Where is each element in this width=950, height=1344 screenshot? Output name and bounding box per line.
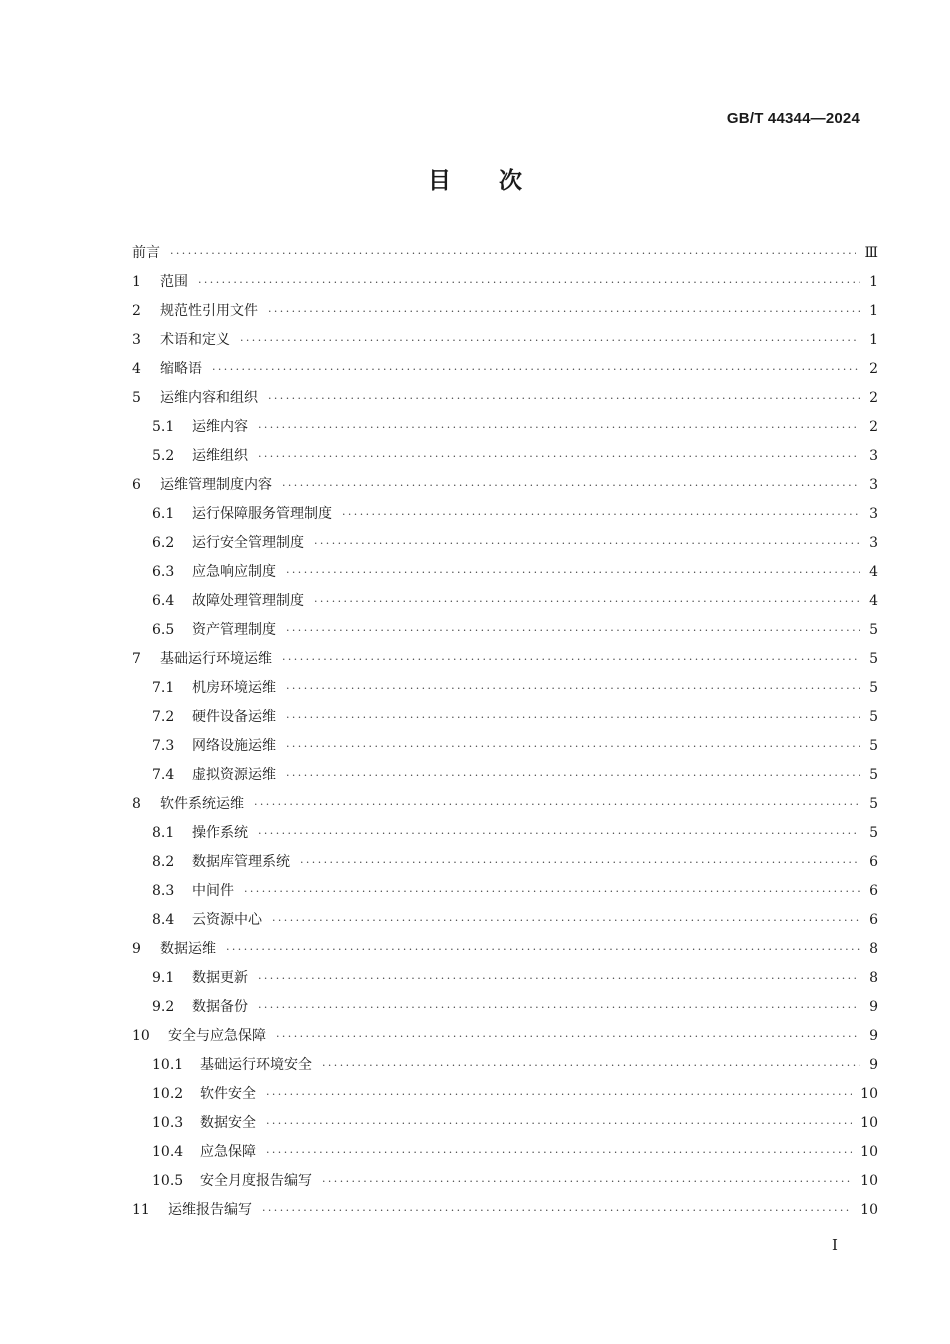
toc-entry[interactable] <box>132 587 878 616</box>
dot-leader <box>322 1051 860 1080</box>
toc-entry-number: 4 <box>132 361 141 377</box>
dot-leader <box>282 645 860 674</box>
toc-entry-number: 10.1 <box>152 1057 184 1073</box>
dot-leader <box>268 384 860 413</box>
toc-entry-label: 数据库管理系统 <box>192 854 290 870</box>
dot-leader <box>286 674 860 703</box>
toc-entry-number: 10 <box>132 1028 150 1044</box>
toc-entry-page: 6 <box>869 854 878 870</box>
toc-entry-page: 3 <box>869 448 878 464</box>
toc-entry-number: 9 <box>132 941 141 957</box>
toc-entry-number: 8.4 <box>152 912 175 928</box>
dot-leader <box>258 819 860 848</box>
toc-entry-label: 数据更新 <box>192 970 248 986</box>
toc-entry-label: 运维内容和组织 <box>160 390 258 406</box>
toc-entry-page: 5 <box>869 622 878 638</box>
toc-entry[interactable] <box>132 471 878 500</box>
toc-entry-label: 运行安全管理制度 <box>192 535 304 551</box>
toc-entry[interactable] <box>132 413 878 442</box>
toc-entry[interactable] <box>132 268 878 297</box>
toc-entry-label: 故障处理管理制度 <box>192 593 304 609</box>
toc-entry-label: 软件系统运维 <box>160 796 244 812</box>
toc-entry-page: 10 <box>860 1144 878 1160</box>
dot-leader <box>268 297 860 326</box>
dot-leader <box>258 442 860 471</box>
toc-entry[interactable] <box>132 1167 878 1196</box>
toc-entry[interactable] <box>132 442 878 471</box>
toc-entry-number: 8 <box>132 796 141 812</box>
toc-entry-label: 应急响应制度 <box>192 564 276 580</box>
toc-entry-page: Ⅲ <box>864 245 878 261</box>
toc-entry-number: 8.1 <box>152 825 175 841</box>
toc-entry-page: 5 <box>869 767 878 783</box>
toc-entry-label: 资产管理制度 <box>192 622 276 638</box>
dot-leader <box>240 326 860 355</box>
toc-entry-label: 运维组织 <box>192 448 248 464</box>
toc-entry-label: 应急保障 <box>200 1144 256 1160</box>
toc-entry-label: 数据备份 <box>192 999 248 1015</box>
toc-entry-page: 6 <box>869 883 878 899</box>
toc-entry-label: 规范性引用文件 <box>160 303 258 319</box>
dot-leader <box>286 616 860 645</box>
toc-entry-number: 8.3 <box>152 883 175 899</box>
toc-entry-number: 9.1 <box>152 970 175 986</box>
toc-entry[interactable] <box>132 790 878 819</box>
toc-entry-number: 5.1 <box>152 419 175 435</box>
toc-entry[interactable] <box>132 1109 878 1138</box>
toc-entry-page: 4 <box>869 593 878 609</box>
dot-leader <box>322 1167 852 1196</box>
toc-entry-label: 范围 <box>160 274 188 290</box>
page-number: I <box>832 1236 838 1254</box>
toc-entry-number: 9.2 <box>152 999 175 1015</box>
toc-entry-page: 1 <box>869 332 878 348</box>
toc-entry-label: 云资源中心 <box>192 912 262 928</box>
toc-entry-number: 3 <box>132 332 141 348</box>
toc-entry-page: 1 <box>869 274 878 290</box>
dot-leader <box>266 1080 852 1109</box>
toc-entry-number: 10.5 <box>152 1173 184 1189</box>
toc-entry[interactable] <box>132 326 878 355</box>
toc-entry-page: 3 <box>869 477 878 493</box>
toc-entry-number: 7 <box>132 651 141 667</box>
toc-entry-page: 2 <box>869 361 878 377</box>
toc-entry-page: 9 <box>869 999 878 1015</box>
toc-entry-label: 硬件设备运维 <box>192 709 276 725</box>
dot-leader <box>342 500 860 529</box>
toc-entry-number: 7.3 <box>152 738 175 754</box>
toc-entry-label: 术语和定义 <box>160 332 230 348</box>
toc-entry-page: 3 <box>869 506 878 522</box>
dot-leader <box>258 964 860 993</box>
toc-entry-page: 5 <box>869 825 878 841</box>
toc-entry[interactable] <box>132 355 878 384</box>
toc-entry-page: 9 <box>869 1028 878 1044</box>
toc-entry-label: 机房环境运维 <box>192 680 276 696</box>
toc-entry-page: 5 <box>869 738 878 754</box>
dot-leader <box>314 529 860 558</box>
toc-entry[interactable] <box>132 500 878 529</box>
toc-entry-number: 7.2 <box>152 709 175 725</box>
toc-entry[interactable] <box>132 877 878 906</box>
dot-leader <box>286 558 860 587</box>
toc-entry-page: 8 <box>869 970 878 986</box>
toc-entry-label: 基础运行环境安全 <box>200 1057 312 1073</box>
toc-entry[interactable] <box>132 848 878 877</box>
toc-entry-label: 安全与应急保障 <box>168 1028 266 1044</box>
toc-entry-number: 6.2 <box>152 535 175 551</box>
toc-entry[interactable] <box>132 558 878 587</box>
toc-entry-page: 10 <box>860 1086 878 1102</box>
toc-entry-number: 7.1 <box>152 680 175 696</box>
toc-entry-number: 10.2 <box>152 1086 184 1102</box>
dot-leader <box>286 732 860 761</box>
toc-entry-label: 虚拟资源运维 <box>192 767 276 783</box>
toc-entry[interactable] <box>132 935 878 964</box>
dot-leader <box>254 790 860 819</box>
toc-title: 目次 <box>428 168 570 194</box>
toc-entry-label: 网络设施运维 <box>192 738 276 754</box>
toc-entry-label: 运维内容 <box>192 419 248 435</box>
toc-entry[interactable] <box>132 1080 878 1109</box>
toc-entry-page: 10 <box>860 1202 878 1218</box>
dot-leader <box>276 1022 860 1051</box>
toc-entry-page: 5 <box>869 680 878 696</box>
dot-leader <box>198 268 860 297</box>
toc-entry-number: 6.5 <box>152 622 175 638</box>
toc-entry-label: 软件安全 <box>200 1086 256 1102</box>
toc-entry-page: 5 <box>869 796 878 812</box>
toc-entry[interactable] <box>132 297 878 326</box>
toc-entry-page: 3 <box>869 535 878 551</box>
dot-leader <box>212 355 860 384</box>
toc-entry[interactable] <box>132 703 878 732</box>
dot-leader <box>300 848 860 877</box>
dot-leader <box>282 471 860 500</box>
toc-entry-number: 10.4 <box>152 1144 184 1160</box>
toc-entry-number: 2 <box>132 303 141 319</box>
toc-entry-label: 缩略语 <box>160 361 202 377</box>
dot-leader <box>266 1109 852 1138</box>
dot-leader <box>272 906 860 935</box>
dot-leader <box>258 413 860 442</box>
toc-entry-page: 9 <box>869 1057 878 1073</box>
toc-entry[interactable] <box>132 674 878 703</box>
toc-entry[interactable] <box>132 993 878 1022</box>
toc-entry-label: 运维报告编写 <box>168 1202 252 1218</box>
toc-entry-number: 10.3 <box>152 1115 184 1131</box>
toc-entry[interactable] <box>132 906 878 935</box>
toc-entry-page: 2 <box>869 419 878 435</box>
toc-entry-page: 4 <box>869 564 878 580</box>
toc-entry[interactable] <box>132 1138 878 1167</box>
toc-entry[interactable] <box>132 645 878 674</box>
toc-entry[interactable] <box>132 529 878 558</box>
dot-leader <box>286 761 860 790</box>
toc-entry-page: 6 <box>869 912 878 928</box>
toc-entry-number: 6.3 <box>152 564 175 580</box>
toc-entry-label: 运行保障服务管理制度 <box>192 506 332 522</box>
toc-entry-number: 7.4 <box>152 767 175 783</box>
toc-entry-label: 中间件 <box>192 883 234 899</box>
toc-entry[interactable] <box>132 1196 878 1225</box>
toc-entry-number: 6.1 <box>152 506 175 522</box>
toc-entry-page: 8 <box>869 941 878 957</box>
toc-entry-page: 10 <box>860 1173 878 1189</box>
toc-entry-number: 5 <box>132 390 141 406</box>
toc-entry[interactable] <box>132 964 878 993</box>
standard-number: GB/T 44344—2024 <box>726 110 860 127</box>
dot-leader <box>286 703 860 732</box>
toc-entry-label: 前言 <box>132 245 160 261</box>
toc-entry-page: 5 <box>869 651 878 667</box>
toc-entry[interactable] <box>132 761 878 790</box>
toc-entry-number: 6.4 <box>152 593 175 609</box>
toc-entry[interactable] <box>132 819 878 848</box>
dot-leader <box>258 993 860 1022</box>
toc-entry[interactable] <box>132 239 878 268</box>
toc-entry-label: 数据运维 <box>160 941 216 957</box>
toc-entry-page: 1 <box>869 303 878 319</box>
toc-entry[interactable] <box>132 616 878 645</box>
toc-entry[interactable] <box>132 1051 878 1080</box>
toc-entry-label: 基础运行环境运维 <box>160 651 272 667</box>
dot-leader <box>266 1138 852 1167</box>
dot-leader <box>170 239 856 268</box>
toc-entry[interactable] <box>132 732 878 761</box>
toc-entry-number: 1 <box>132 274 141 290</box>
toc-entry-label: 操作系统 <box>192 825 248 841</box>
table-of-contents <box>132 239 878 1225</box>
toc-entry-label: 安全月度报告编写 <box>200 1173 312 1189</box>
dot-leader <box>314 587 860 616</box>
toc-entry-number: 5.2 <box>152 448 175 464</box>
dot-leader <box>262 1196 852 1225</box>
toc-entry[interactable] <box>132 384 878 413</box>
toc-entry-page: 10 <box>860 1115 878 1131</box>
toc-entry-label: 运维管理制度内容 <box>160 477 272 493</box>
toc-entry-label: 数据安全 <box>200 1115 256 1131</box>
toc-entry-number: 6 <box>132 477 141 493</box>
dot-leader <box>226 935 860 964</box>
toc-entry[interactable] <box>132 1022 878 1051</box>
toc-entry-number: 11 <box>132 1202 150 1218</box>
toc-entry-page: 5 <box>869 709 878 725</box>
toc-entry-page: 2 <box>869 390 878 406</box>
dot-leader <box>244 877 860 906</box>
toc-entry-number: 8.2 <box>152 854 175 870</box>
